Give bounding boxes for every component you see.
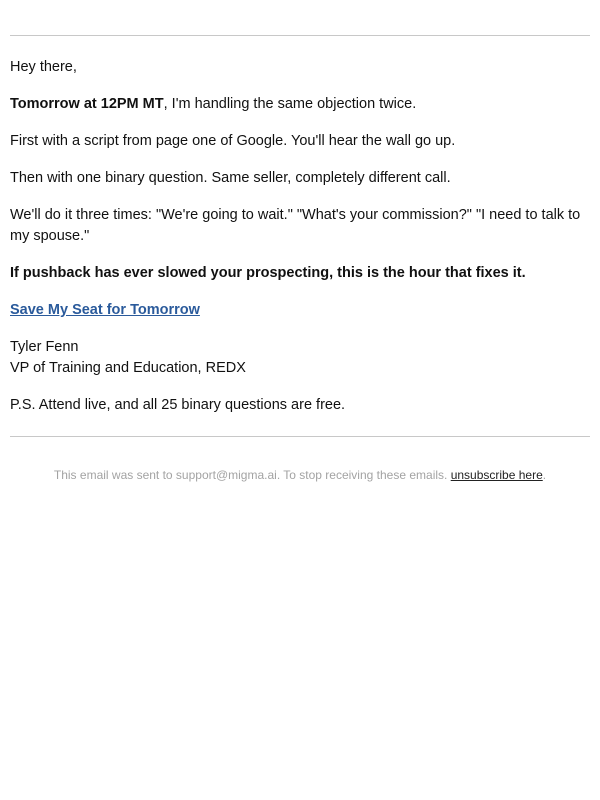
- email-container: [10, 0, 590, 482]
- cta-wrapper: [10, 300, 590, 321]
- bottom-divider: [10, 436, 590, 437]
- paragraph-objections: We'll do it three times: "We're going to wait." "What's your commission?" "I need to talk to my spouse.": [10, 207, 581, 244]
- greeting: Hey there,: [10, 59, 77, 75]
- postscript: P.S. Attend live, and all 25 binary questions are free.: [10, 397, 346, 413]
- paragraph-script: First with a script from page one of Google. You'll hear the wall go up.: [10, 133, 456, 149]
- footer-period: .: [542, 468, 547, 482]
- signature-title: VP of Training and Education, REDX: [10, 360, 246, 376]
- paragraph-pitch: If pushback has ever slowed your prospecting, this is the hour that fixes it.: [10, 265, 526, 281]
- event-time: Tomorrow at 12PM MT: [10, 96, 164, 112]
- signature-name: Tyler Fenn: [10, 339, 79, 355]
- signature: [10, 337, 590, 379]
- email-body: [10, 57, 590, 416]
- paragraph-binary: Then with one binary question. Same seller, completely different call.: [10, 170, 451, 186]
- unsubscribe-link[interactable]: unsubscribe here: [450, 468, 543, 482]
- email-footer: [10, 468, 590, 482]
- event-announcement: [10, 94, 590, 115]
- top-divider: [10, 35, 590, 36]
- event-description: , I'm handling the same objection twice.: [163, 96, 417, 112]
- footer-text: This email was sent to support@migma.ai. To stop receiving these emails.: [53, 468, 451, 482]
- save-seat-link[interactable]: Save My Seat for Tomorrow: [10, 302, 200, 318]
